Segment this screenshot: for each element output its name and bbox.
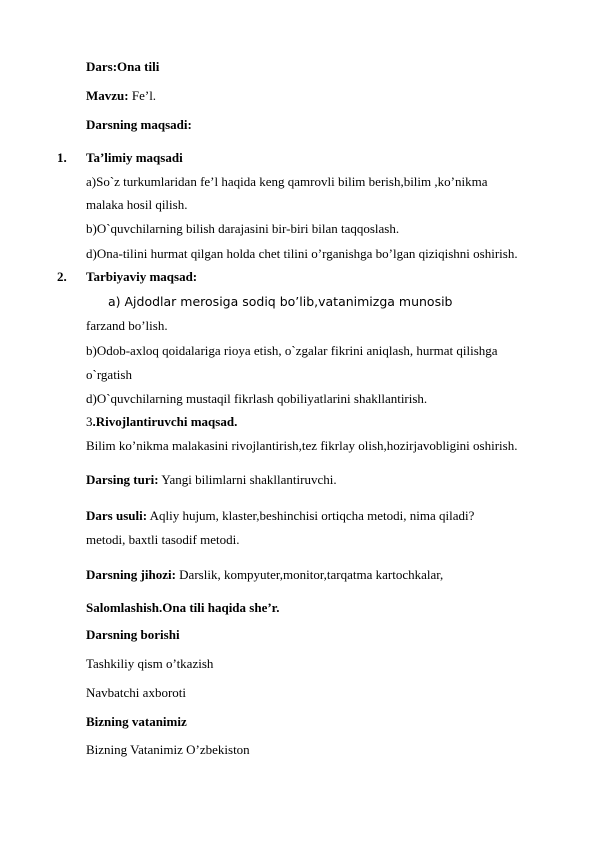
upbringing-goal-line: farzand bo’lish.: [86, 318, 168, 333]
upbringing-goal-line: b)Odob-axloq qoidalariga rioya etish, o`zgalar fikrini aniqlash, hurmat qilishga: [86, 343, 498, 358]
lesson-equipment-line: [86, 567, 443, 583]
upbringing-goal-line: o`rgatish: [86, 367, 132, 382]
topic-value: Fe’l.: [128, 88, 157, 103]
topic-line: [86, 88, 156, 104]
lesson-method-line: metodi, baxtli tasodif metodi.: [86, 532, 240, 547]
upbringing-goal-line: a) Ajdodlar merosiga sodiq bo’lib,vatanimizga munosib: [108, 294, 453, 309]
greeting-heading: Salomlashish.Ona tili haqida she’r.: [86, 600, 280, 615]
developmental-goal-heading: [86, 414, 237, 430]
goals-heading: Darsning maqsadi:: [86, 117, 192, 132]
lesson-progress-heading: Darsning borishi: [86, 627, 180, 642]
topic-label: Mavzu:: [86, 88, 129, 103]
duty-report-line: Navbatchi axboroti: [86, 685, 186, 700]
lesson-equipment-label: Darsning jihozi:: [86, 567, 176, 582]
educational-goal-line: d)Ona-tilini hurmat qilgan holda chet tilini o’rganishga bo’lgan qiziqishni oshirish.: [86, 246, 518, 261]
educational-goal-line: a)So`z turkumlaridan fe’l haqida keng qamrovli bilim berish,bilim ,ko’nikma: [86, 174, 488, 189]
educational-goal-heading: Ta’limiy maqsadi: [86, 150, 183, 165]
homeland-heading: Bizning vatanimiz: [86, 714, 187, 729]
list-number-3: 3: [86, 414, 93, 429]
lesson-line: [86, 59, 159, 75]
lesson-method-value: Aqliy hujum, klaster,beshinchisi ortiqcha metodi, nima qiladi?: [147, 508, 475, 523]
upbringing-goal-heading: Tarbiyaviy maqsad:: [86, 269, 198, 284]
lesson-method-label: Dars usuli:: [86, 508, 148, 523]
lesson-label: Dars:: [86, 59, 118, 74]
list-number-1: 1.: [57, 150, 67, 165]
upbringing-goal-line: d)O`quvchilarning mustaqil fikrlash qobiliyatlarini shakllantirish.: [86, 391, 428, 406]
lesson-type-line: [86, 472, 337, 488]
lesson-equipment-value: Darslik, kompyuter,monitor,tarqatma kartochkalar,: [175, 567, 444, 582]
developmental-goal-line: Bilim ko’nikma malakasini rivojlantirish,tez fikrlay olish,hozirjavobligini oshirish.: [86, 438, 518, 453]
developmental-goal-title: .Rivojlantiruvchi maqsad.: [92, 414, 238, 429]
lesson-type-label: Darsing turi:: [86, 472, 159, 487]
organizational-part-line: Tashkiliy qism o’tkazish: [86, 656, 214, 671]
lesson-type-value: Yangi bilimlarni shakllantiruvchi.: [158, 472, 337, 487]
educational-goal-line: malaka hosil qilish.: [86, 197, 188, 212]
list-number-2: 2.: [57, 269, 67, 284]
homeland-line: Bizning Vatanimiz O’zbekiston: [86, 742, 250, 757]
educational-goal-line: b)O`quvchilarning bilish darajasini bir-biri bilan taqqoslash.: [86, 221, 400, 236]
lesson-value: Ona tili: [117, 59, 160, 74]
lesson-method-line: [86, 508, 474, 524]
